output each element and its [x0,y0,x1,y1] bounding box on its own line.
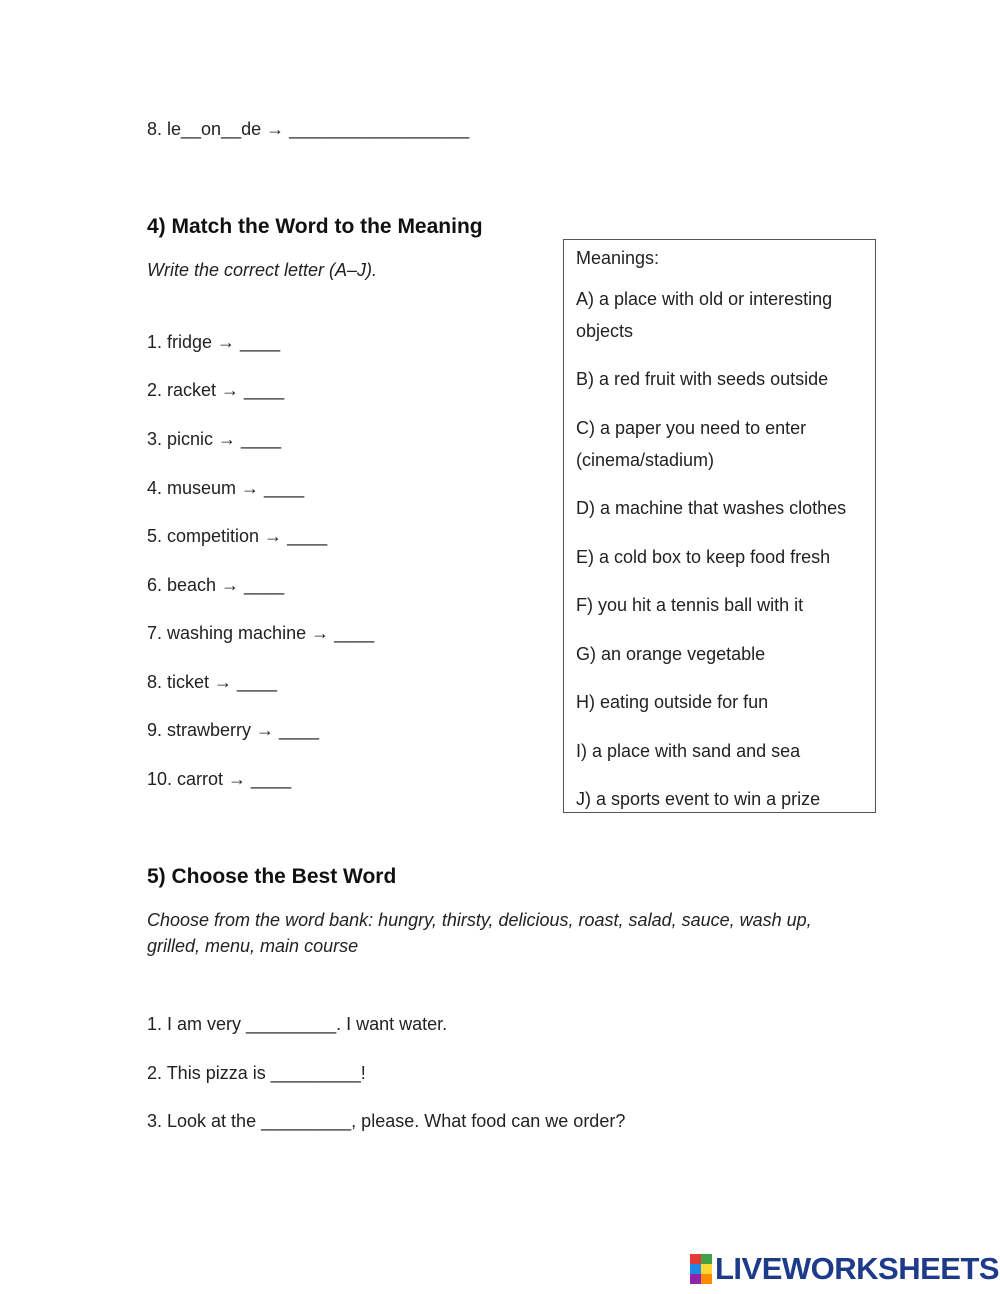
meaning-item: C) a paper you need to enter (cinema/stadium) [576,418,807,470]
meanings-title: Meanings: [576,248,660,268]
section-5-instruction: Choose from the word bank: hungry, thirsty, delicious, roast, salad, sauce, wash up, grilled, menu, main course [147,910,812,956]
match-item[interactable]: 3. picnic → ____ [147,429,282,449]
match-item[interactable]: 4. museum → ____ [147,478,305,498]
logo-text: LIVEWORKSHEETS [715,1251,1000,1286]
meaning-item: E) a cold box to keep food fresh [576,547,831,567]
meaning-item: D) a machine that washes clothes [576,498,847,518]
meaning-item: H) eating outside for fun [576,692,769,712]
section-5-heading: 5) Choose the Best Word [147,865,397,888]
match-item[interactable]: 8. ticket → ____ [147,672,278,692]
match-item[interactable]: 1. fridge → ____ [147,332,281,352]
meaning-item: B) a red fruit with seeds outside [576,369,829,389]
meanings-box [563,239,876,813]
liveworksheets-mark-icon [690,1254,712,1284]
match-item[interactable]: 10. carrot → ____ [147,769,292,789]
section-4-instruction: Write the correct letter (A–J). [147,260,378,280]
fill-in-item[interactable]: 3. Look at the _________, please. What food can we order? [147,1111,626,1131]
match-item[interactable]: 2. racket → ____ [147,380,285,400]
meaning-item: F) you hit a tennis ball with it [576,595,804,615]
meaning-item: G) an orange vegetable [576,644,766,664]
section-4-heading: 4) Match the Word to the Meaning [147,215,483,238]
meaning-item: I) a place with sand and sea [576,741,801,761]
match-item[interactable]: 9. strawberry → ____ [147,720,320,740]
match-item[interactable]: 5. competition → ____ [147,526,328,546]
match-item[interactable]: 6. beach → ____ [147,575,285,595]
match-item[interactable]: 7. washing machine → ____ [147,623,375,643]
fill-in-item[interactable]: 1. I am very _________. I want water. [147,1014,448,1034]
spelling-item-8: 8. le__on__de → __________________ [147,119,470,139]
liveworksheets-logo[interactable] [690,1252,999,1286]
meaning-item: J) a sports event to win a prize [576,789,821,809]
meaning-item: A) a place with old or interesting objects [576,289,833,341]
fill-in-item[interactable]: 2. This pizza is _________! [147,1063,366,1083]
